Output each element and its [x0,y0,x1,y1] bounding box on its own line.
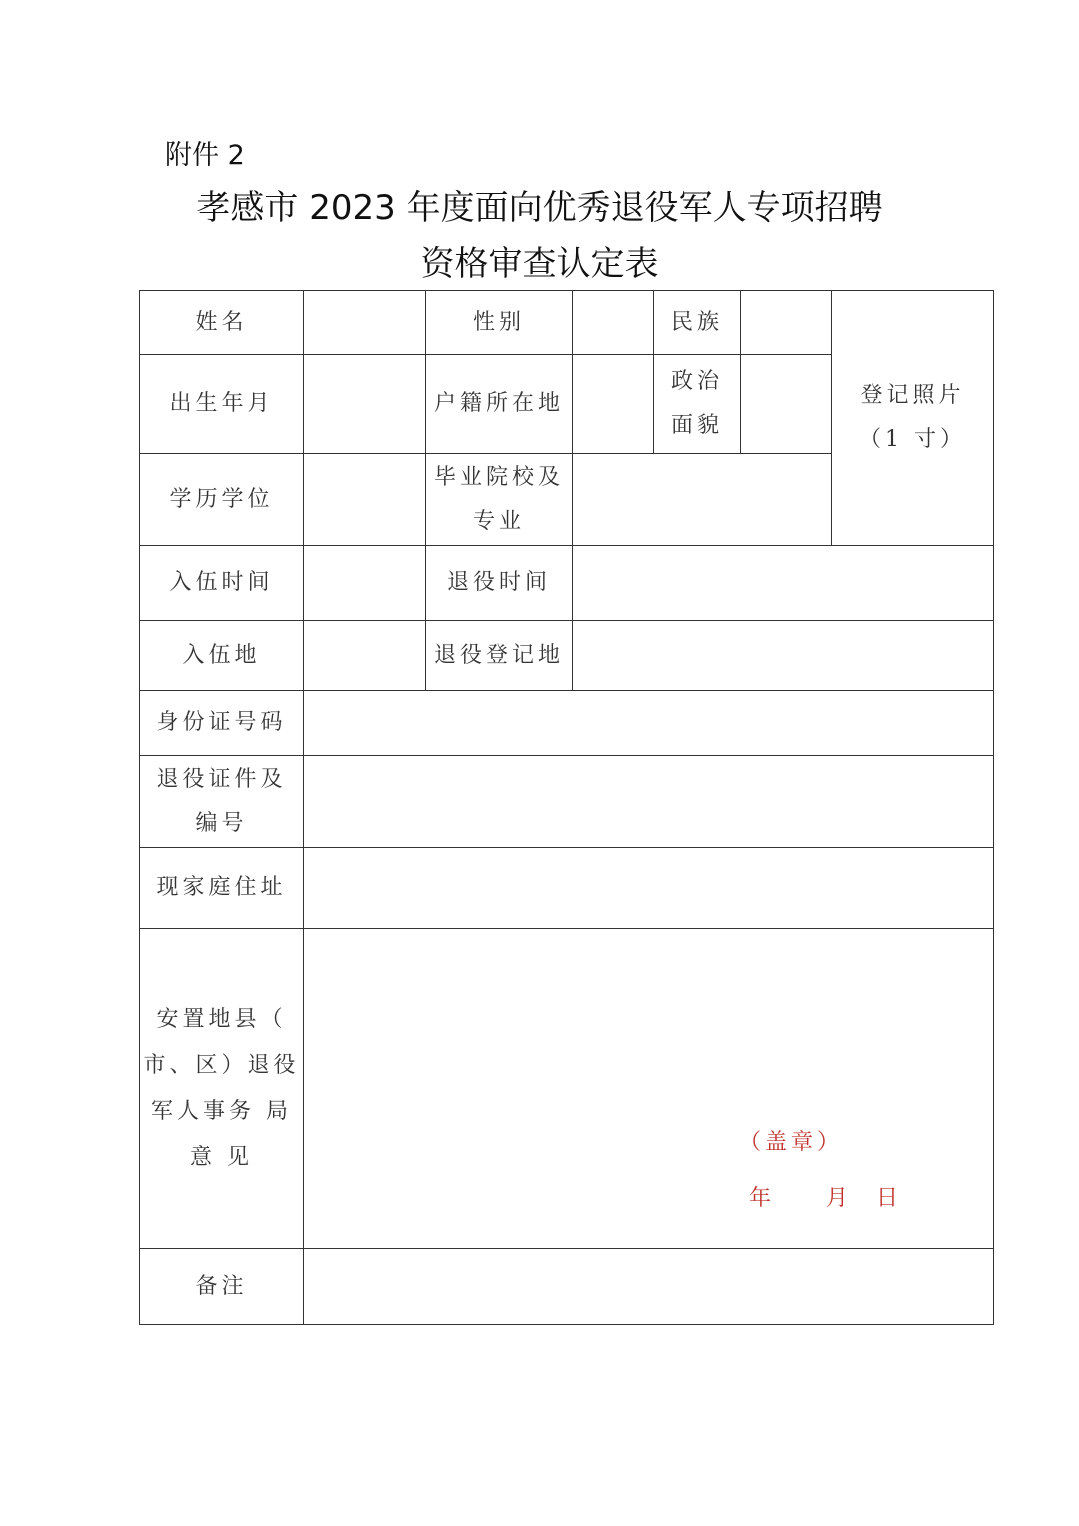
political-field[interactable] [741,355,832,454]
address-field[interactable] [304,848,994,929]
school-label: 毕业院校及 专业 [426,454,573,546]
birth-label: 出生年月 [140,355,304,454]
stamp-text: （盖章） [739,1130,844,1155]
discharge-cert-label: 退役证件及 编号 [140,756,304,848]
attachment-label: 附件 2 [165,140,245,171]
date-year: 年 [748,1186,771,1211]
enlist-time-label: 入伍时间 [140,546,304,621]
household-label: 户籍所在地 [426,355,573,454]
gender-label: 性别 [426,291,573,355]
row-id [140,691,994,756]
discharge-reg-field[interactable] [573,621,994,691]
enlist-place-label: 入伍地 [140,621,304,691]
row-enlist-place [140,621,994,691]
address-label: 现家庭住址 [140,848,304,929]
row-name [140,291,994,355]
discharge-reg-label: 退役登记地 [426,621,573,691]
opinion-field[interactable] [304,929,994,1249]
qualification-review-table [139,290,994,1325]
date-day: 日 [876,1186,899,1211]
row-address [140,848,994,929]
row-enlist-time [140,546,994,621]
remarks-field[interactable] [304,1249,994,1325]
name-field[interactable] [304,291,426,355]
form-subtitle: 资格审查认定表 [420,244,659,284]
opinion-label: 安置地县（ 市、区）退役 军人事务 局 意 见 [140,929,304,1249]
ethnicity-field[interactable] [741,291,832,355]
sign-date [722,1177,898,1221]
enlist-time-field[interactable] [304,546,426,621]
form-title: 孝感市 2023 年度面向优秀退役军人专项招聘 [196,188,883,228]
photo-label: 登记照片 [860,383,965,408]
row-discharge-cert [140,756,994,848]
enlist-place-field[interactable] [304,621,426,691]
name-label: 姓名 [140,291,304,355]
row-opinion [140,929,994,1249]
education-label: 学历学位 [140,454,304,546]
household-field[interactable] [573,355,654,454]
political-label: 政治 面貌 [654,355,741,454]
photo-size: （1 寸） [859,427,966,452]
date-month: 月 [825,1186,848,1211]
discharge-time-field[interactable] [573,546,994,621]
remarks-label: 备注 [140,1249,304,1325]
school-field[interactable] [573,454,832,546]
id-label: 身份证号码 [140,691,304,756]
education-field[interactable] [304,454,426,546]
photo-cell[interactable] [832,291,994,546]
discharge-cert-field[interactable] [304,756,994,848]
row-remarks [140,1249,994,1325]
id-field[interactable] [304,691,994,756]
gender-field[interactable] [573,291,654,355]
ethnicity-label: 民族 [654,291,741,355]
birth-field[interactable] [304,355,426,454]
discharge-time-label: 退役时间 [426,546,573,621]
